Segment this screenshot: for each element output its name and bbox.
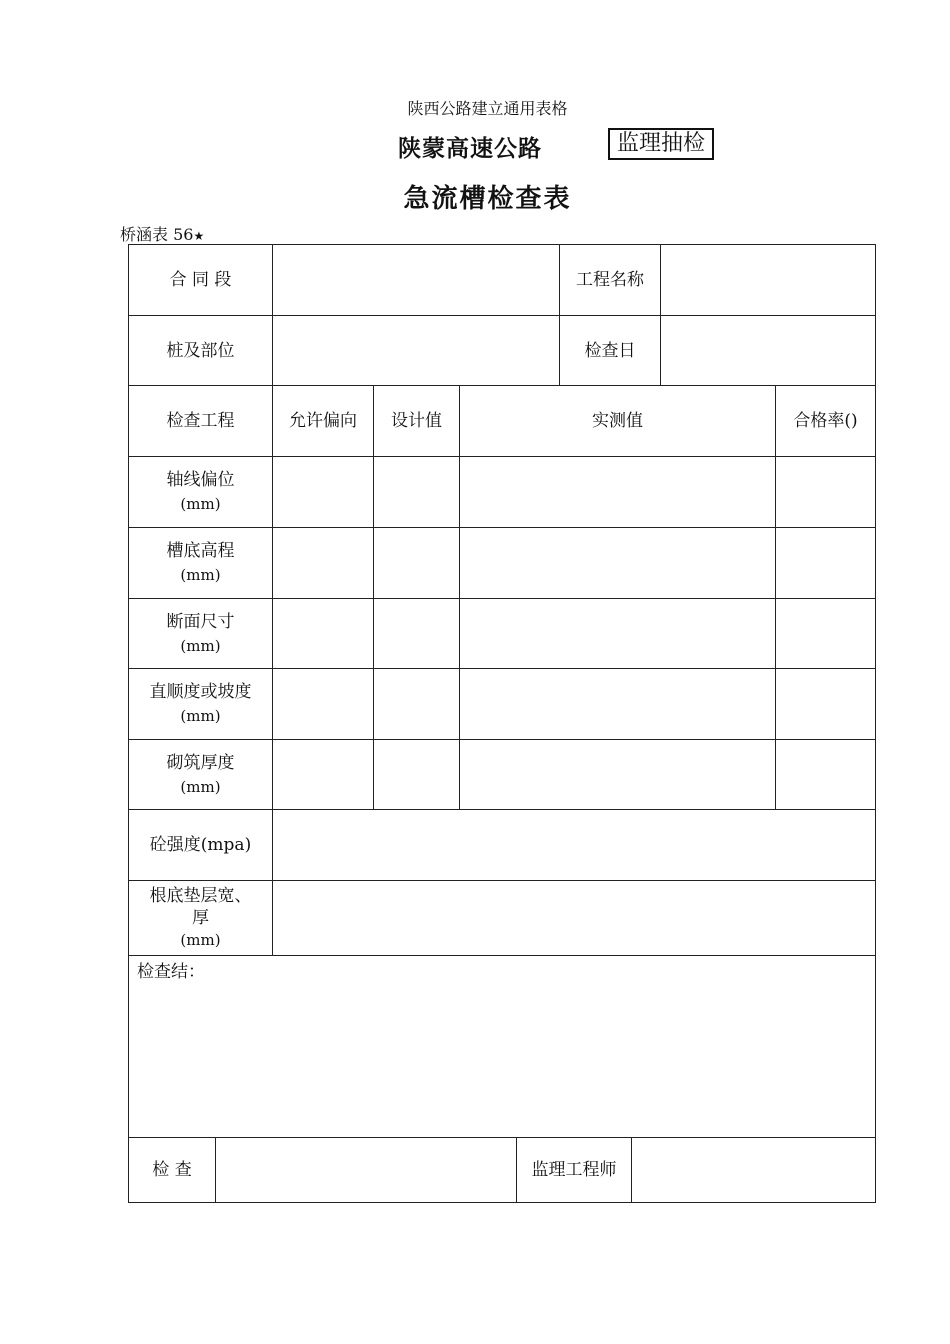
- star-icon: ★: [193, 229, 205, 243]
- stamp-box: 监理抽检: [608, 128, 714, 160]
- tolerance-cell[interactable]: [272, 456, 373, 527]
- design-cell[interactable]: [373, 598, 459, 668]
- item-label: [128, 527, 272, 598]
- date-field[interactable]: [660, 315, 876, 385]
- form-title: 急流槽检查表: [403, 184, 572, 214]
- item-name: 直顺度或坡度: [149, 682, 252, 702]
- contract-label: 合 同 段: [128, 244, 272, 315]
- title-row: [0, 126, 950, 166]
- measured-cell[interactable]: [459, 668, 775, 739]
- item-label: [128, 739, 272, 809]
- base-layer-line2: 厚: [192, 908, 209, 928]
- org-line: 陕西公路建立通用表格: [407, 99, 568, 118]
- project-field[interactable]: [660, 244, 876, 315]
- pass-rate-cell[interactable]: [775, 598, 876, 668]
- tolerance-cell[interactable]: [272, 739, 373, 809]
- base-layer-label: [128, 880, 272, 955]
- base-layer-field[interactable]: [272, 880, 876, 955]
- item-unit: (mm): [180, 636, 221, 655]
- form-code-text: 桥涵表 56: [120, 225, 194, 244]
- column-pass-rate: 合格率(): [775, 385, 876, 456]
- station-label: 桩及部位: [128, 315, 272, 385]
- item-label: [128, 668, 272, 739]
- pass-rate-cell[interactable]: [775, 739, 876, 809]
- item-unit: (mm): [180, 707, 221, 725]
- design-cell[interactable]: [373, 668, 459, 739]
- item-label: [128, 598, 272, 668]
- engineer-label: 监理工程师: [516, 1137, 631, 1203]
- column-design: 设计值: [373, 385, 459, 456]
- measured-cell[interactable]: [459, 739, 775, 809]
- item-name: 槽底高程: [166, 541, 235, 561]
- project-label: 工程名称: [559, 244, 660, 315]
- pass-rate-cell[interactable]: [775, 456, 876, 527]
- station-field[interactable]: [272, 315, 559, 385]
- contract-field[interactable]: [272, 244, 559, 315]
- inspector-label: 检 查: [128, 1137, 215, 1203]
- item-label: [128, 456, 272, 527]
- inspector-signature[interactable]: [215, 1137, 516, 1203]
- design-cell[interactable]: [373, 527, 459, 598]
- item-name: 轴线偏位: [166, 470, 235, 490]
- measured-cell[interactable]: [459, 598, 775, 668]
- tolerance-cell[interactable]: [272, 668, 373, 739]
- item-name: 砌筑厚度: [166, 752, 235, 773]
- design-cell[interactable]: [373, 456, 459, 527]
- pass-rate-cell[interactable]: [775, 668, 876, 739]
- item-unit: (mm): [180, 495, 221, 513]
- design-cell[interactable]: [373, 739, 459, 809]
- date-label: 检查日: [559, 315, 660, 385]
- highway-name: 陕蒙高速公路: [398, 136, 542, 162]
- column-item: 检查工程: [128, 385, 272, 456]
- engineer-signature[interactable]: [631, 1137, 876, 1203]
- pass-rate-cell[interactable]: [775, 527, 876, 598]
- strength-label: 砼强度(mpa): [128, 809, 272, 880]
- column-tolerance: 允许偏向: [272, 385, 373, 456]
- item-unit: (mm): [180, 566, 221, 584]
- column-measured: 实测值: [459, 385, 775, 456]
- base-layer-unit: (mm): [180, 931, 221, 949]
- conclusion-label: 检查结：: [137, 962, 205, 982]
- measured-cell[interactable]: [459, 456, 775, 527]
- base-layer-line1: 根底垫层宽、: [149, 886, 252, 906]
- measured-cell[interactable]: [459, 527, 775, 598]
- strength-field[interactable]: [272, 809, 876, 880]
- item-unit: (mm): [180, 777, 221, 796]
- item-name: 断面尺寸: [166, 611, 235, 632]
- tolerance-cell[interactable]: [272, 598, 373, 668]
- form-code: [120, 222, 204, 245]
- conclusion-area[interactable]: [128, 955, 876, 1137]
- tolerance-cell[interactable]: [272, 527, 373, 598]
